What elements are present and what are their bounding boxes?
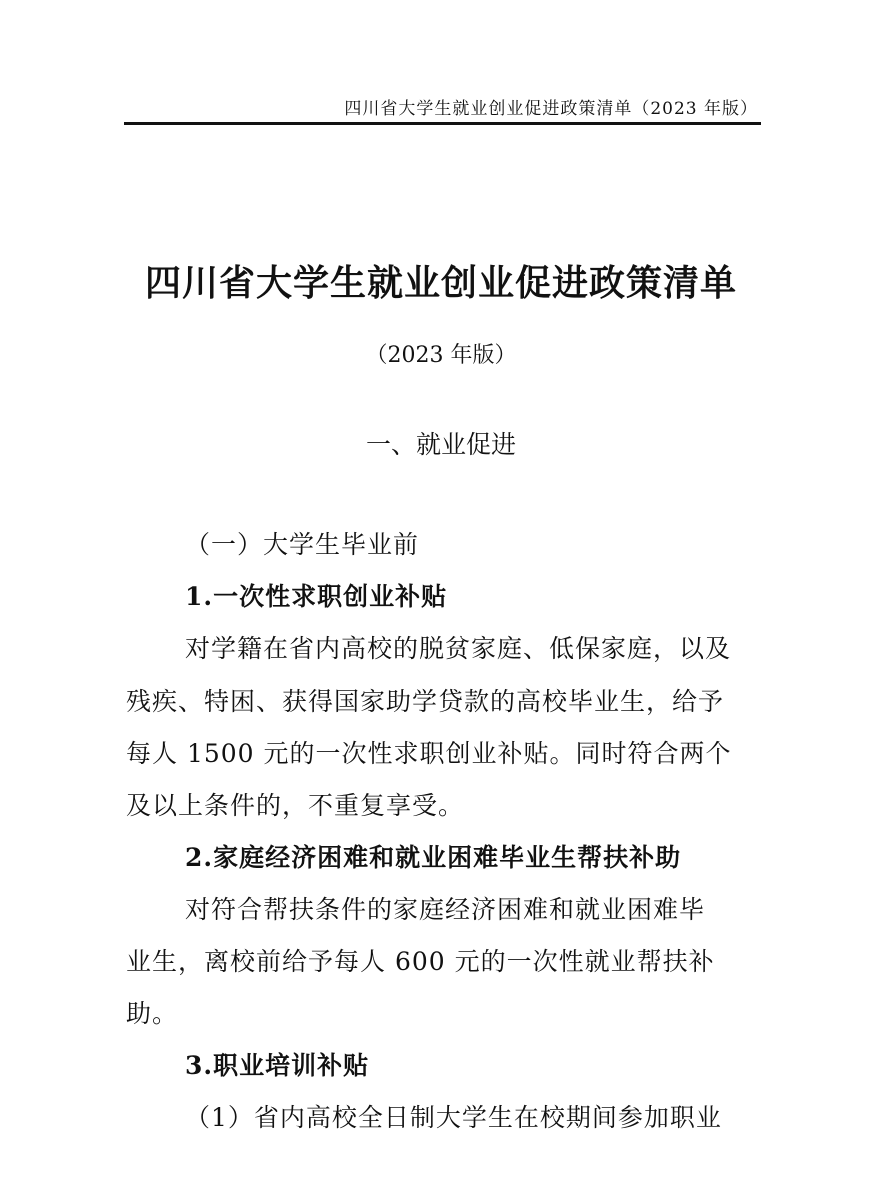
item-3-line-1: （1）省内高校全日制大学生在校期间参加职业 xyxy=(185,1103,722,1132)
document-edition: （2023 年版） xyxy=(365,343,517,368)
item-1-line-4: 及以上条件的，不重复享受。 xyxy=(126,791,465,820)
header-rule xyxy=(124,122,761,125)
running-header: 四川省大学生就业创业促进政策清单（2023 年版） xyxy=(344,99,758,119)
item-heading-3: 3.职业培训补贴 xyxy=(185,1051,370,1080)
item-1-line-2: 残疾、特困、获得国家助学贷款的高校毕业生，给予 xyxy=(126,687,725,716)
document-title: 四川省大学生就业创业促进政策清单 xyxy=(144,262,737,304)
subsection-title: （一）大学生毕业前 xyxy=(185,530,420,559)
item-1-line-1: 对学籍在省内高校的脱贫家庭、低保家庭，以及 xyxy=(185,634,732,663)
item-2-line-2: 业生，离校前给予每人 600 元的一次性就业帮扶补 xyxy=(126,947,715,976)
item-heading-1: 1.一次性求职创业补贴 xyxy=(185,582,448,611)
item-heading-2: 2.家庭经济困难和就业困难毕业生帮扶补助 xyxy=(185,843,682,872)
item-1-line-3: 每人 1500 元的一次性求职创业补贴。同时符合两个 xyxy=(126,739,732,768)
item-2-line-3: 助。 xyxy=(126,999,179,1028)
item-2-line-1: 对符合帮扶条件的家庭经济困难和就业困难毕 xyxy=(185,895,706,924)
section-title: 一、就业促进 xyxy=(365,430,516,459)
